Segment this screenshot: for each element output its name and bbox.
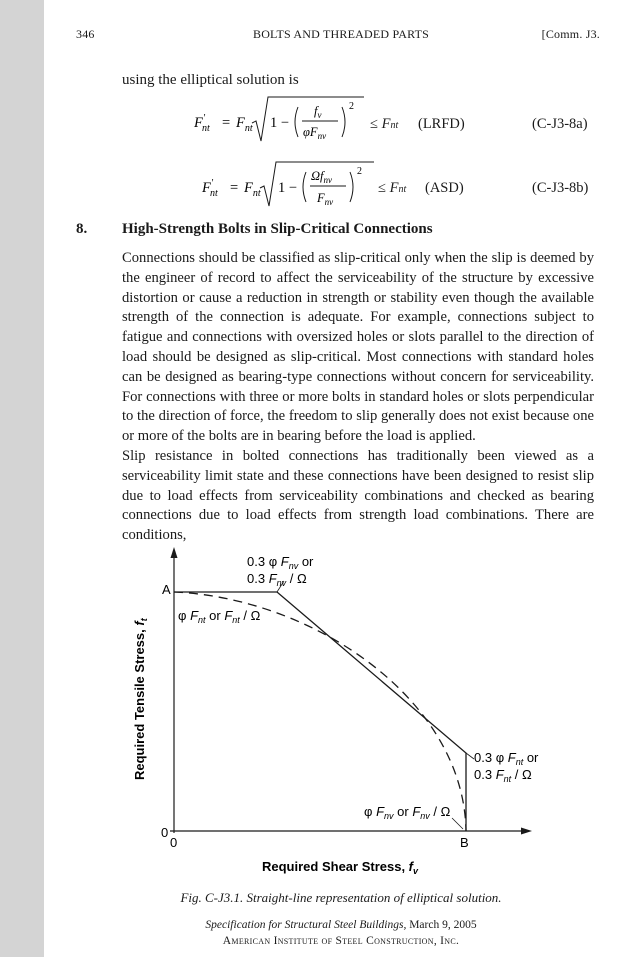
- label-top-line1: 0.3 φ $F_{nv}$ or: [247, 554, 314, 571]
- section-title: High-Strength Bolts in Slip-Critical Connections: [122, 221, 433, 237]
- footer-spec: [44, 919, 638, 931]
- svg-text:F′nt: F′ nt: [202, 178, 218, 199]
- point-b-label: B: [460, 835, 469, 850]
- section-reference: [Comm. J3.: [541, 27, 600, 41]
- footer-publisher: American Institute of Steel Construction, Inc.: [222, 935, 460, 947]
- svg-text:1 −: 1 −: [278, 180, 298, 196]
- label-right-line1: 0.3 φ $F_{nt}$ or: [474, 750, 539, 767]
- x-axis-title: Required Shear Stress, $f_v$: [262, 859, 419, 876]
- point-a-label: A: [162, 582, 171, 597]
- interaction-diagram: [44, 540, 638, 876]
- svg-text:2: 2: [357, 166, 362, 177]
- paragraph-2: Slip resistance in bolted connections has traditionally been viewed as a serviceability limit state and these connections have been designed to resist slip due to load effects from serviceability combinations and checked as bearing connections due to load effects from strength load combinations. There are conditions,: [122, 448, 594, 544]
- equation-asd-method: (ASD): [425, 180, 464, 196]
- running-title: BOLTS AND THREADED PARTS: [252, 27, 429, 41]
- document-page: [44, 0, 638, 957]
- equation-lrfd-rhs: ≤ Fnt: [370, 116, 399, 132]
- svg-text:=: =: [230, 180, 239, 196]
- equation-asd-rhs: ≤ Fnt: [378, 180, 407, 196]
- equation-lrfd-number: (C-J3-8a): [532, 116, 588, 132]
- label-top-line2: 0.3 $F_{nv}$ / Ω: [247, 571, 307, 588]
- y-axis-title: Required Tensile Stress, $f_t$: [132, 618, 149, 780]
- svg-text:φFnv: $\varphi F_{nv}$: [303, 125, 327, 141]
- figure-caption: Fig. C-J3.1. Straight-line representation of elliptical solution.: [180, 890, 502, 905]
- label-left: φ $F_{nt}$ or $F_{nt}$ / Ω: [178, 608, 261, 625]
- straight-line-envelope: [174, 592, 466, 831]
- leader-right: [466, 753, 474, 759]
- origin-x-label: 0: [170, 835, 178, 850]
- svg-text:Fnv: $F_{nv}$: [317, 191, 334, 207]
- label-right-line2: 0.3 $F_{nt}$ / Ω: [474, 767, 532, 784]
- page-margin-bar: [0, 0, 44, 957]
- svg-text:2: 2: [349, 101, 354, 112]
- equation-lrfd-method: (LRFD): [418, 116, 465, 132]
- y-axis-arrow: [171, 547, 178, 558]
- label-bottom: φ $F_{nv}$ or $F_{nv}$ / Ω: [364, 804, 451, 821]
- section-number: 8.: [76, 221, 88, 237]
- origin-y-label: 0: [161, 825, 169, 840]
- svg-text:Ωfnv: $\Omega f_{nv}$: [311, 169, 333, 185]
- svg-text:Fnt: $F_{nt}$: [236, 115, 253, 134]
- svg-text:F′nt: F′ nt: [194, 113, 210, 134]
- lead-text: using the elliptical solution is: [122, 72, 299, 88]
- page-number: 346: [76, 27, 95, 41]
- svg-text:1 −: 1 −: [270, 115, 290, 131]
- paragraph-1: Connections should be classified as slip-critical only when the slip is deemed by the engineer of record to affect the serviceability of the structure by excessive distortion or cause a reduction in strength or stability even though the available strength of the connection is adequate. For example, connections subject to fatigue and connections with oversized holes or slots parallel to the direction of load should be designed as slip-critical. Most connections with standard holes can be designed as bearing-type connections without concern for serviceability. For connections with three or more bolts in standard holes or slots perpendicular to the direction of force, the freedom to slip generally does not exist because one or more of the bolts are in bearing before the load is applied.: [122, 250, 594, 445]
- footer-spec-title: Specification for Structural Steel Buildings,: [205, 919, 407, 931]
- footer-date: March 9, 2005: [406, 919, 477, 931]
- x-axis-arrow: [521, 828, 532, 835]
- svg-text:fv: $f_v$: [314, 104, 322, 120]
- equation-asd-number: (C-J3-8b): [532, 180, 589, 196]
- svg-text:Fnt: $F_{nt}$: [244, 180, 261, 199]
- leader-bottom: [452, 818, 463, 829]
- svg-text:=: =: [222, 115, 231, 131]
